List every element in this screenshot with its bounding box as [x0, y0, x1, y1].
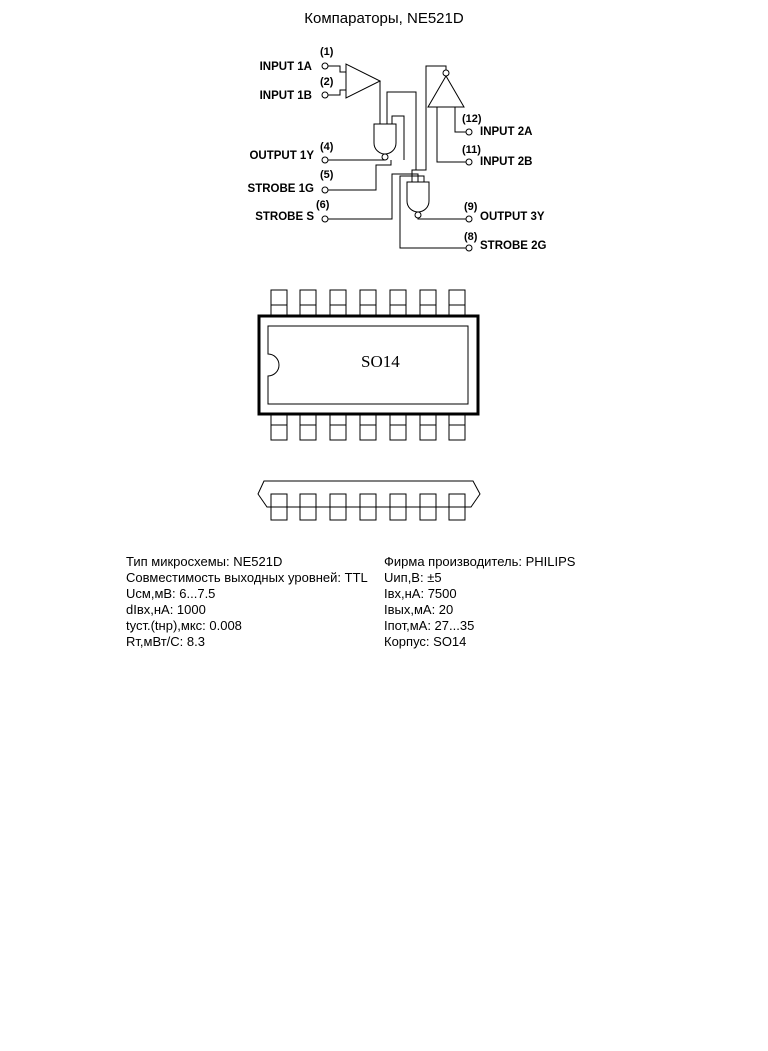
spec-row: dIвх,нА: 1000	[126, 602, 206, 617]
spec-row: Uип,В: ±5	[384, 570, 442, 585]
and-gate-1	[374, 124, 396, 154]
spec-row: Фирма производитель: PHILIPS	[384, 554, 576, 569]
specs-right-column	[384, 554, 575, 650]
spec-row: Совместимость выходных уровней: TTL	[126, 570, 368, 585]
package-pin-inner	[330, 305, 346, 316]
package-side-view	[258, 481, 480, 520]
comparator-1-symbol	[346, 64, 380, 98]
pin-1-terminal	[322, 63, 328, 69]
pin-11-terminal	[466, 159, 472, 165]
package-pin-inner	[390, 305, 406, 316]
pin-num-6: (6)	[316, 199, 330, 211]
package-pin-inner	[360, 414, 376, 425]
pin-6-terminal	[322, 216, 328, 222]
pin-num-4: (4)	[320, 141, 334, 153]
spec-row: Rт,мВт/С: 8.3	[126, 634, 205, 649]
pin-label-strobe-2g: STROBE 2G	[480, 240, 547, 252]
package-side-pin-inner	[390, 494, 406, 507]
spec-row: Iпот,мА: 27...35	[384, 618, 475, 633]
pin-label-input-1b: INPUT 1B	[259, 90, 312, 102]
pin-num-8: (8)	[464, 231, 478, 243]
specs-left-column	[126, 554, 368, 650]
pin-label-output-1y: OUTPUT 1Y	[249, 150, 314, 162]
package-pin-inner	[360, 305, 376, 316]
pin-2-terminal	[322, 92, 328, 98]
pin-label-input-1a: INPUT 1A	[259, 61, 312, 73]
pin-label-strobe-1g: STROBE 1G	[247, 183, 314, 195]
pin-label-input-2b: INPUT 2B	[480, 156, 533, 168]
pin-num-2: (2)	[320, 76, 334, 88]
package-pin-inner	[390, 414, 406, 425]
package-side-pin-inner	[449, 494, 465, 507]
pin-12-terminal	[466, 129, 472, 135]
package-pin-inner	[300, 414, 316, 425]
wire-strobe-1g	[328, 160, 391, 190]
spec-row: Корпус: SO14	[384, 634, 467, 649]
package-pin-inner	[420, 305, 436, 316]
pin-5-terminal	[322, 187, 328, 193]
wire-input-1a	[328, 66, 346, 72]
pin-num-12: (12)	[462, 113, 482, 125]
package-side-pin-inner	[360, 494, 376, 507]
package-top-pins	[271, 290, 465, 316]
package-pin-inner	[420, 414, 436, 425]
comparator-2-output-bubble	[443, 70, 449, 76]
package-side-pin-inner	[330, 494, 346, 507]
package-pin-inner	[271, 305, 287, 316]
pin-label-input-2a: INPUT 2A	[480, 126, 533, 138]
package-label: SO14	[361, 352, 400, 371]
spec-row: tуст.(tнр),мкс: 0.008	[126, 618, 242, 633]
wire-input-1b	[328, 90, 346, 95]
pin-num-9: (9)	[464, 201, 478, 213]
pin-num-5: (5)	[320, 169, 334, 181]
spec-row: Uсм,мВ: 6...7.5	[126, 586, 216, 601]
package-pin-inner	[300, 305, 316, 316]
package-side-pin-inner	[420, 494, 436, 507]
and-gate-2	[407, 182, 429, 212]
page-title: Компараторы, NE521D	[304, 10, 464, 27]
wire-strobe-s	[328, 174, 418, 219]
pin-4-terminal	[322, 157, 328, 163]
spec-row: Iвх,нА: 7500	[384, 586, 457, 601]
package-pin-inner	[449, 414, 465, 425]
pin-label-strobe-s: STROBE S	[255, 211, 314, 223]
pin-8-terminal	[466, 245, 472, 251]
gate-2-inverter-bubble	[415, 212, 421, 218]
spec-row: Тип микросхемы: NE521D	[126, 554, 283, 569]
pin-num-1: (1)	[320, 46, 334, 58]
package-bottom-pins	[271, 414, 465, 440]
gate-1-inverter-bubble	[382, 154, 388, 160]
wire-gate2-output	[418, 218, 466, 219]
package-side-pin-inner	[271, 494, 287, 507]
pin-9-terminal	[466, 216, 472, 222]
pin-num-11: (11)	[462, 144, 481, 156]
package-pin-inner	[271, 414, 287, 425]
package-pin-inner	[330, 414, 346, 425]
pin-label-output-3y: OUTPUT 3Y	[480, 211, 545, 223]
package-side-pin-inner	[300, 494, 316, 507]
package-pin-inner	[449, 305, 465, 316]
comparator-2-symbol	[428, 76, 464, 107]
spec-row: Iвых,мА: 20	[384, 602, 454, 617]
wire-comp2-to-gate2	[412, 66, 446, 182]
